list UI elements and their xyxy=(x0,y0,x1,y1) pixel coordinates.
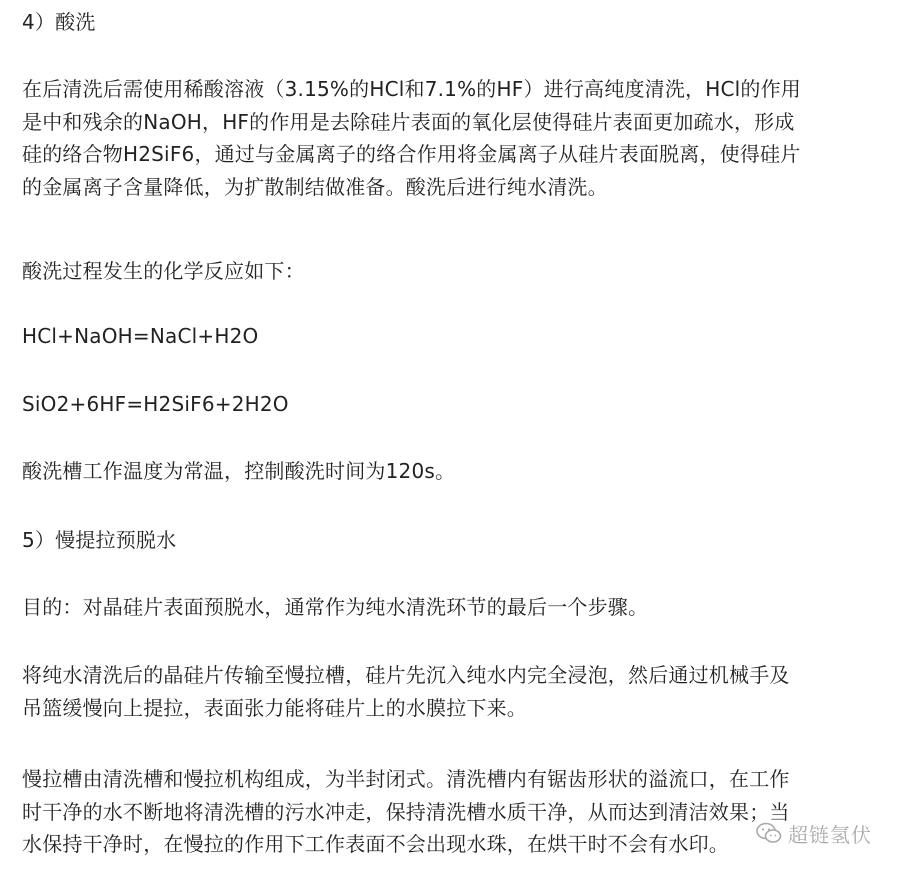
paragraph-line: 将纯水清洗后的晶硅片传输至慢拉槽，硅片先沉入纯水内完全浸泡，然后通过机械手及 xyxy=(22,663,790,687)
watermark-text: 超链氢伏 xyxy=(788,822,872,847)
reaction-intro: 酸洗过程发生的化学反应如下： xyxy=(22,259,305,283)
section-5-purpose: 目的：对晶硅片表面预脱水，通常作为纯水清洗环节的最后一个步骤。 xyxy=(22,595,649,619)
equation-1: HCl+NaOH=NaCl+H2O xyxy=(22,324,259,348)
section-4-heading: 4）酸洗 xyxy=(22,10,96,34)
wechat-icon xyxy=(756,822,782,844)
section-5-paragraph-transfer xyxy=(22,659,884,724)
acid-tank-temperature: 酸洗槽工作温度为常温，控制酸洗时间为120s。 xyxy=(22,459,456,483)
paragraph-line: 水保持干净时，在慢拉的作用下工作表面不会出现水珠，在烘干时不会有水印。 xyxy=(22,832,729,856)
section-4-paragraph xyxy=(22,73,884,203)
paragraph-line: 的金属离子含量降低，为扩散制结做准备。酸洗后进行纯水清洗。 xyxy=(22,174,608,199)
section-5-paragraph-tank xyxy=(22,763,884,861)
watermark xyxy=(756,816,872,850)
paragraph-line: 吊篮缓慢向上提拉，表面张力能将硅片上的水膜拉下来。 xyxy=(22,695,527,720)
paragraph-line: 是中和残余的NaOH，HF的作用是去除硅片表面的氧化层使得硅片表面更加疏水，形成 xyxy=(22,109,795,134)
paragraph-line: 在后清洗后需使用稀酸溶液（3.15%的HCl和7.1%的HF）进行高纯度清洗，HCl的作用 xyxy=(22,77,802,101)
section-5-heading: 5）慢提拉预脱水 xyxy=(22,528,177,552)
paragraph-line: 时干净的水不断地将清洗槽的污水冲走，保持清洗槽水质干净，从而达到清洁效果；当 xyxy=(22,799,790,824)
paragraph-line: 硅的络合物H2SiF6，通过与金属离子的络合作用将金属离子从硅片表面脱离，使得硅片 xyxy=(22,142,801,166)
equation-2: SiO2+6HF=H2SiF6+2H2O xyxy=(22,392,289,416)
paragraph-line: 慢拉槽由清洗槽和慢拉机构组成，为半封闭式。清洗槽内有锯齿形状的溢流口，在工作 xyxy=(22,767,790,791)
